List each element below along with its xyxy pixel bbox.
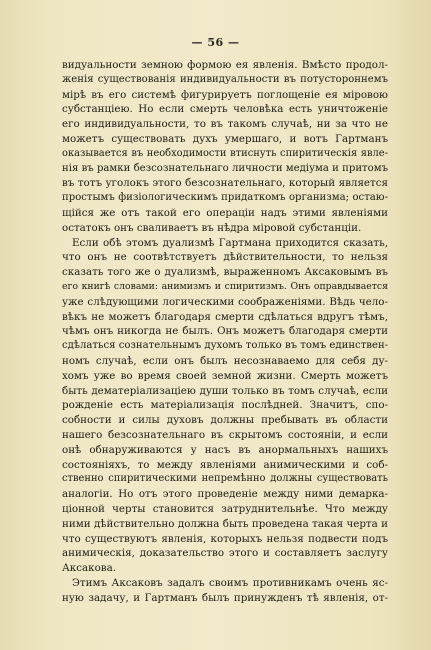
text-line: ственно спиритическими непремѣнно должны существовать: [62, 473, 388, 485]
text-line: вѣкъ не можетъ благодаря смерти сдѣлаться вдругъ тѣмъ,: [62, 310, 388, 323]
text-line: уже слѣдующими логическими соображеніями. Вѣдь чело-: [62, 295, 388, 308]
text-line: женія существованія индивидуальности въ потустороннемъ: [62, 73, 388, 85]
text-line: что онъ не соотвѣтствуетъ дѣйствительности, то нельзя: [62, 251, 388, 264]
text-line: видуальности земною формою ея явленія. Вмѣсто продол-: [62, 59, 388, 71]
text-line: остатокъ онъ сваливаетъ въ нѣдра міровой субстанціи.: [62, 221, 362, 234]
text-line: ними дѣйствительно должна быть проведена такая черта и: [62, 517, 388, 530]
text-line: состояніяхъ, то между явленіями анимическими и соб-: [62, 458, 388, 471]
text-line: ную задачу, и Гартманъ былъ принужденъ тѣ явленія, от-: [62, 591, 388, 604]
text-line: мірѣ въ его системѣ фигурируетъ поглощеніе ея міровою: [62, 88, 388, 101]
text-line: собности и силы духовъ должны пребывать въ области: [62, 414, 388, 427]
text-line: сдѣлаться сознательнымъ духомъ только въ томъ единствен-: [62, 340, 388, 352]
text-line: щійся же отъ такой его операціи надъ этими явленіями: [62, 206, 388, 219]
text-line: можетъ существовать духъ умершаго, и вотъ Гартманъ: [62, 132, 388, 145]
text-line: чѣмъ онъ никогда не былъ. Онъ можетъ благодаря смерти: [62, 325, 388, 338]
text-line: ціонной черты становится затруднительнѣе. Что между: [62, 502, 388, 515]
text-line: сказать того же о дуализмѣ, выраженномъ Аксаковымъ въ: [62, 266, 388, 279]
text-line: субстанціею. Но если смерть человѣка есть уничтоженіе: [62, 103, 388, 116]
text-line: анимическія, доказательство этого и составляетъ заслугу: [62, 547, 388, 560]
text-line: нашего безсознательнаго въ скрытомъ состояніи, и если: [62, 428, 388, 441]
text-line: хомъ уже во время своей земной жизни. Смерть можетъ: [62, 369, 388, 382]
text-line: быть дематеріализаціею души только въ томъ случаѣ, если: [62, 384, 388, 397]
body-text: [62, 58, 388, 605]
text-line: рожденіе есть матеріализація послѣдней. Значитъ, спо-: [62, 399, 388, 412]
text-line: простымъ физіологическимъ придаткомъ организма; остаю-: [62, 192, 388, 204]
text-line: его индивидуальности, то въ такомъ случаѣ, ни за что не: [62, 118, 388, 131]
text-line: Аксакова.: [62, 562, 116, 575]
text-line: въ тотъ уголокъ этого безсознательнаго, который является: [62, 177, 388, 190]
text-line: номъ случаѣ, если онъ былъ несознаваемо для себя ду-: [62, 354, 388, 367]
page-number: — 56 —: [191, 36, 240, 49]
text-line: Этимъ Аксаковъ задалъ своимъ противникамъ очень яс-: [72, 576, 388, 589]
text-line: онѣ обнаруживаются у насъ въ анормальныхъ нашихъ: [62, 443, 388, 456]
text-line: Если обѣ этомъ дуализмѣ Гартмана приходится сказать,: [72, 236, 388, 249]
text-line: что существуютъ явленія, которыхъ нельзя подвести подъ: [62, 532, 388, 545]
text-line: нія въ рамки безсознательнаго личности медіума и притомъ: [62, 162, 388, 174]
text-line: его книгѣ словами: анимизмъ и спиритизмъ. Онъ оправдывается: [62, 280, 388, 292]
text-line: оказывается въ необходимости втиснуть спиритическія явле-: [62, 147, 388, 159]
text-line: аналогіи. Но отъ этого проведеніе между ними демарка-: [62, 488, 388, 501]
